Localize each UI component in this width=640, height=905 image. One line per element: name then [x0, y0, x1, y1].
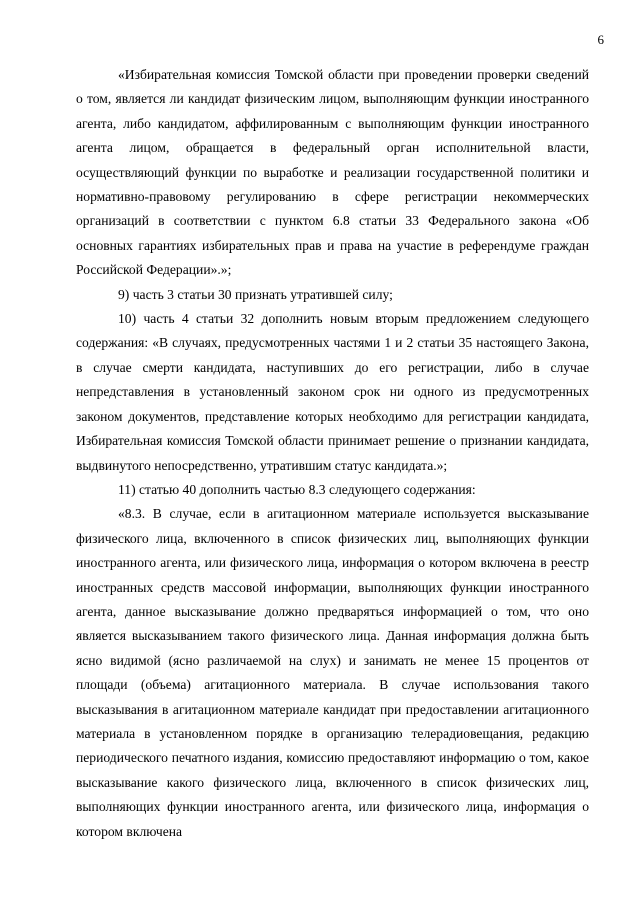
page-number: 6 [597, 32, 604, 47]
paragraph-item-11: 11) статью 40 дополнить частью 8.3 следующего содержания: [118, 481, 476, 497]
paragraph-item-9: 9) часть 3 статьи 30 признать утратившей силу; [118, 286, 393, 302]
paragraph-part-8-3: «8.3. В случае, если в агитационном материале используется высказывание физического лица, включенного в список физических лиц, выполняющих функции иностранного агента, или физического лица, информация о котором включена в реестр иностранных средств массовой информации, выполняющих функции иностранного агента, данное высказывание должно предваряться информацией о том, что оно является высказыванием такого физического лица. Данная информация должна быть ясно видимой (ясно различаемой на слух) и занимать не менее 15 процентов от площади (объема) агитационного материала. В случае использования такого высказывания в агитационном материале кандидат при предоставлении агитационного материала в установленном порядке в организацию телерадиовещания, редакцию периодического печатного издания, комиссию предоставляют информацию о том, какое высказывание какого физического лица, включенного в список физических лиц, выполняющих функции иностранного агента, или физического лица, информация о котором включена [76, 506, 589, 839]
paragraph-izbirkom-check: «Избирательная комиссия Томской области при проведении проверки сведений о том, является ли кандидат физическим лицом, выполняющим функции иностранного агента, либо кандидатом, аффилированным с выполняющим функции иностранного агента лицом, обращается в федеральный орган исполнительной власти, осуществляющий функции по выработке и реализации государственной политики и нормативно-правовому регулированию в сфере регистрации некоммерческих организаций в соответствии с пунктом 6.8 статьи 33 Федерального закона «Об основных гарантиях избирательных прав и права на участие в референдуме граждан Российской Федерации».»; [76, 67, 589, 278]
paragraph-item-10: 10) часть 4 статьи 32 дополнить новым вторым предложением следующего содержания: «В случаях, предусмотренных частями 1 и 2 статьи 35 настоящего Закона, в случае смерти кандидата, наступивших до его регистрации, либо в случае непредставления в установленный законом срок ни одного из предусмотренных законом документов, представление которых необходимо для регистрации кандидата, Избирательная комиссия Томской области принимает решение о признании кандидата, выдвинутого непосредственно, утратившим статус кандидата.»; [76, 311, 589, 473]
document-body [76, 63, 589, 844]
